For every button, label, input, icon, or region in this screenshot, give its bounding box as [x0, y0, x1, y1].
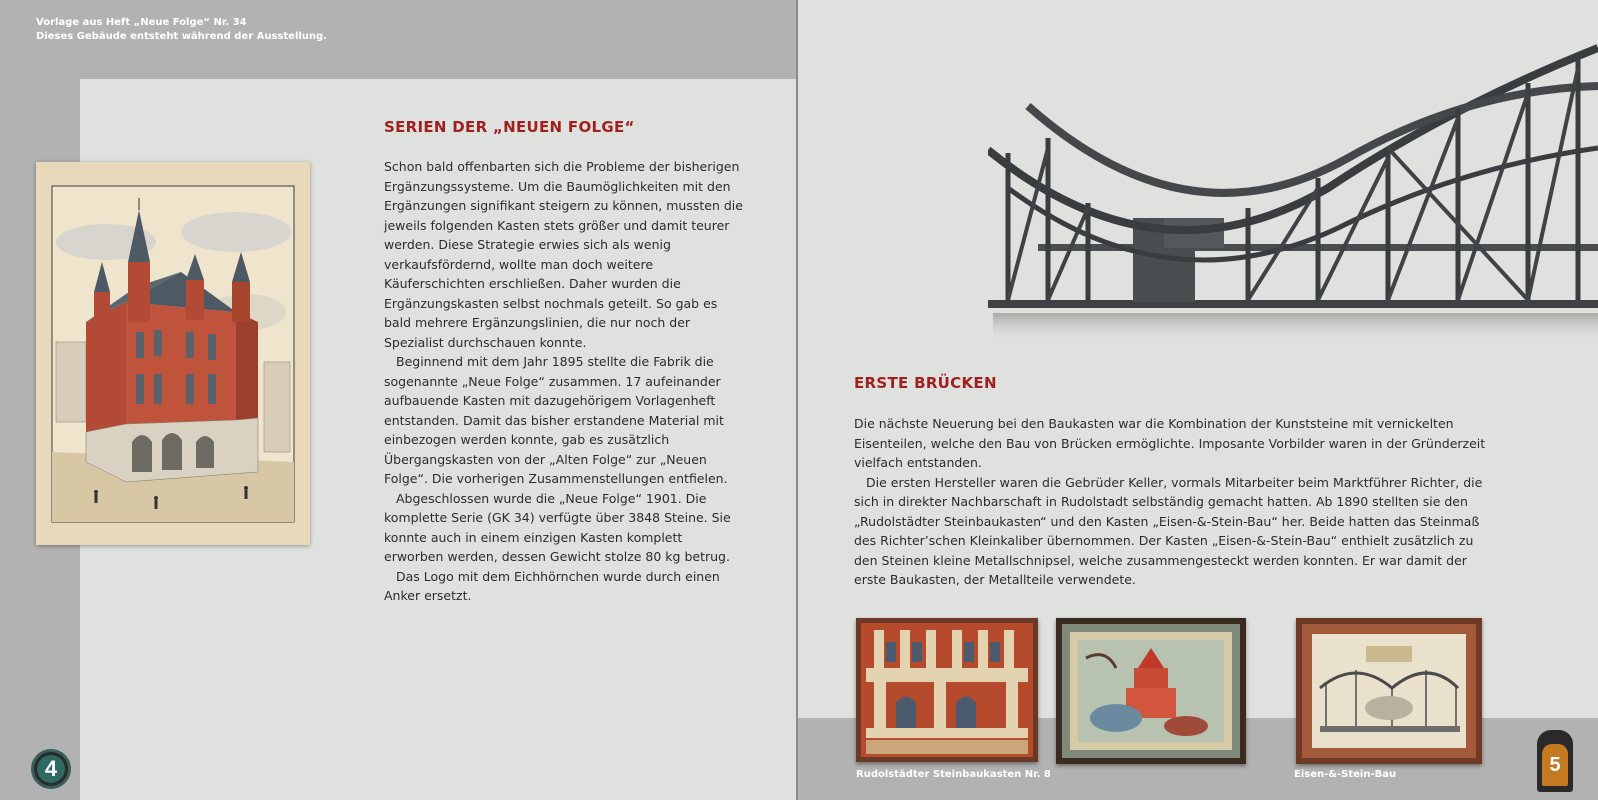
header-note-line-1: Vorlage aus Heft „Neue Folge“ Nr. 34: [36, 17, 247, 28]
section-title-neue-folge: SERIEN DER „NEUEN FOLGE“: [384, 118, 635, 136]
left-body-text: [384, 157, 744, 606]
church-poster-image: [36, 162, 310, 545]
paragraph: Die nächste Neuerung bei den Baukasten war die Kombination der Kunststeine mit vernickelten Eisenteilen, welche den Bau von Brücken ermöglichte. Imposante Vorbilder waren in der Gründerzeit vielfach entstanden.: [854, 416, 1486, 470]
left-page: [0, 0, 797, 800]
right-page: [798, 0, 1598, 800]
page-number-left: [31, 749, 71, 789]
page-number-right: [1537, 730, 1573, 792]
paragraph: Die ersten Hersteller waren die Gebrüder Keller, vormals Mitarbeiter beim Marktführer Richter, die sich in direkter Nachbarschaft in Rudolstadt selbständig gemacht hatten. Ab 1890 stellten sie den „Rudolstädter Steinbaukasten“ und den Kasten „Eisen-&-Stein-Bau“ her. Beide hatten das Steinmaß des Richter’schen Kleinkaliber übernommen. Der Kasten „Eisen-&-Stein-Bau“ enthielt zusätzlich zu den Steinen kleine Metallschnipsel, welche zusammengesteckt werden konnten. Er war damit der erste Baukasten, der Metallteile verwendete.: [854, 474, 1483, 587]
metal-bridge-image: [988, 38, 1598, 358]
header-note-line-2: Dieses Gebäude entsteht während der Ausstellung.: [36, 31, 328, 42]
paragraph: Schon bald offenbarten sich die Probleme der bisherigen Ergänzungssysteme. Um die Baumöglichkeiten mit den Ergänzungen signifikant steigern zu können, mussten die jeweils folgenden Kasten stets größer und damit teurer werden. Diese Strategie erwies sich als wenig verkaufsfördernd, wollte man doch weitere Käuferschichten erschließen. Daher wurden die Ergänzungskasten selbst nochmals geteilt. So gab es bald mehrere Ergänzungslinien, die nur noch der Spezialist durchschauen konnte.: [384, 159, 743, 350]
arched-badge-icon: [1542, 744, 1568, 786]
header-note: [36, 16, 556, 44]
round-badge-icon: [37, 755, 65, 783]
paragraph: Abgeschlossen wurde die „Neue Folge“ 1901. Die komplette Serie (GK 34) verfügte über 3848 Steine. Sie konnte auch in einem einzigen Kasten komplett erworben werden, dessen Gewicht stolze 80 kg betrug.: [384, 490, 731, 564]
section-title-erste-bruecken: ERSTE BRÜCKEN: [854, 374, 997, 392]
paragraph: Das Logo mit dem Eichhörnchen wurde durch einen Anker ersetzt.: [384, 568, 720, 603]
eisen-stein-bau-box-image: [1296, 618, 1482, 764]
baukasten-lid-image: [1056, 618, 1246, 764]
right-body-text: [854, 414, 1494, 590]
page-number-left-label: 4: [44, 756, 58, 781]
steinbaukasten-box-image: [856, 618, 1038, 762]
caption-steinbaukasten: Rudolstädter Steinbaukasten Nr. 8: [856, 769, 1051, 780]
paragraph: Beginnend mit dem Jahr 1895 stellte die Fabrik die sogenannte „Neue Folge“ zusammen. 17 aufeinander aufbauende Kasten mit dazugehörigem Vorlagenheft entstanden. Damit das bisher erstandene Material mit einbezogen werden konnte, gab es zusätzlich Übergangskasten von der „Alten Folge“ zur „Neuen Folge“. Die vorherigen Zusammenstellungen entfielen.: [384, 354, 728, 486]
caption-eisen-stein-bau: Eisen-&-Stein-Bau: [1294, 769, 1397, 780]
page-number-right-label: 5: [1549, 753, 1561, 776]
